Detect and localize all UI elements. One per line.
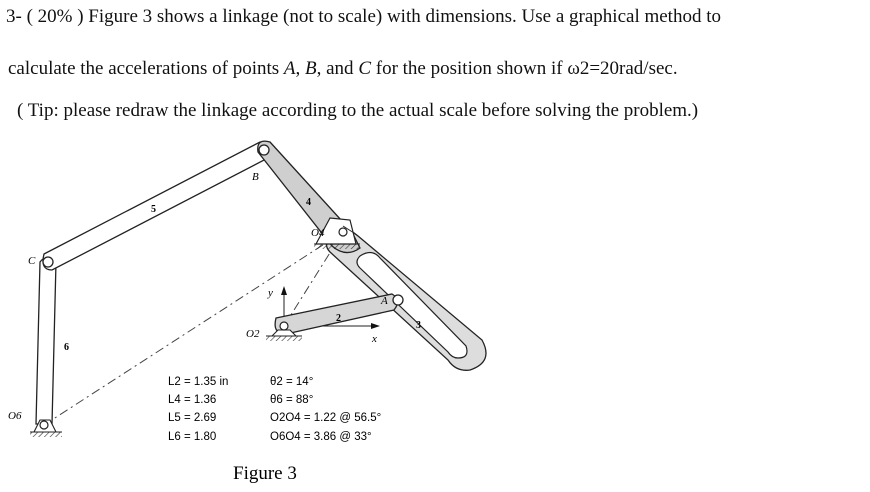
line2-and: , and xyxy=(316,58,359,79)
label-a: A xyxy=(381,295,388,307)
label-o6: O6 xyxy=(8,410,22,422)
label-o2: O2 xyxy=(246,328,260,340)
problem-tip: ( Tip: please redraw the linkage according to the actual scale before solving the problem.) xyxy=(17,100,699,121)
dim-o6o4: O6O4 = 3.86 @ 33° xyxy=(270,431,372,443)
label-c: C xyxy=(28,255,36,267)
dim-theta6: θ6 = 88° xyxy=(270,394,314,406)
pin-b xyxy=(259,145,269,155)
line2-comma: , xyxy=(295,58,306,79)
ground-o6 xyxy=(30,420,62,437)
dim-length-l4: L4 = 1.36 xyxy=(168,394,217,406)
link-number-3: 3 xyxy=(416,320,421,331)
figure-caption: Figure 3 xyxy=(233,463,297,484)
pin-a xyxy=(393,295,403,305)
label-y-axis: y xyxy=(268,287,273,299)
dim-length-l5: L5 = 2.69 xyxy=(168,412,217,424)
link-number-5: 5 xyxy=(151,204,156,215)
link-6 xyxy=(36,257,56,424)
label-b: B xyxy=(252,171,259,183)
point-a-ref: A xyxy=(283,58,296,79)
label-o4: O4 xyxy=(311,227,325,239)
dim-o2o4: O2O4 = 1.22 @ 56.5° xyxy=(270,412,382,424)
link-number-2: 2 xyxy=(336,313,341,324)
pin-c xyxy=(43,257,53,267)
omega-value: ω2=20rad/sec. xyxy=(567,58,678,79)
label-x-axis: x xyxy=(372,333,377,345)
dim-length-l6: L6 = 1.80 xyxy=(168,431,217,443)
line2-text-b: for the position shown if xyxy=(371,58,568,79)
dim-theta2: θ2 = 14° xyxy=(270,376,314,388)
link-number-6: 6 xyxy=(64,342,69,353)
point-c-ref: C xyxy=(358,58,371,79)
dim-length-l2: L2 = 1.35 in xyxy=(168,376,229,388)
link-number-4: 4 xyxy=(306,197,311,208)
line2-text-a: calculate the accelerations of points xyxy=(8,58,284,79)
problem-statement-line-1: 3- ( 20% ) Figure 3 shows a linkage (not to scale) with dimensions. Use a graphical method to xyxy=(6,6,721,27)
point-b-ref: B xyxy=(305,58,317,79)
x-axis-arrow xyxy=(371,323,380,329)
y-axis-arrow xyxy=(281,286,287,295)
